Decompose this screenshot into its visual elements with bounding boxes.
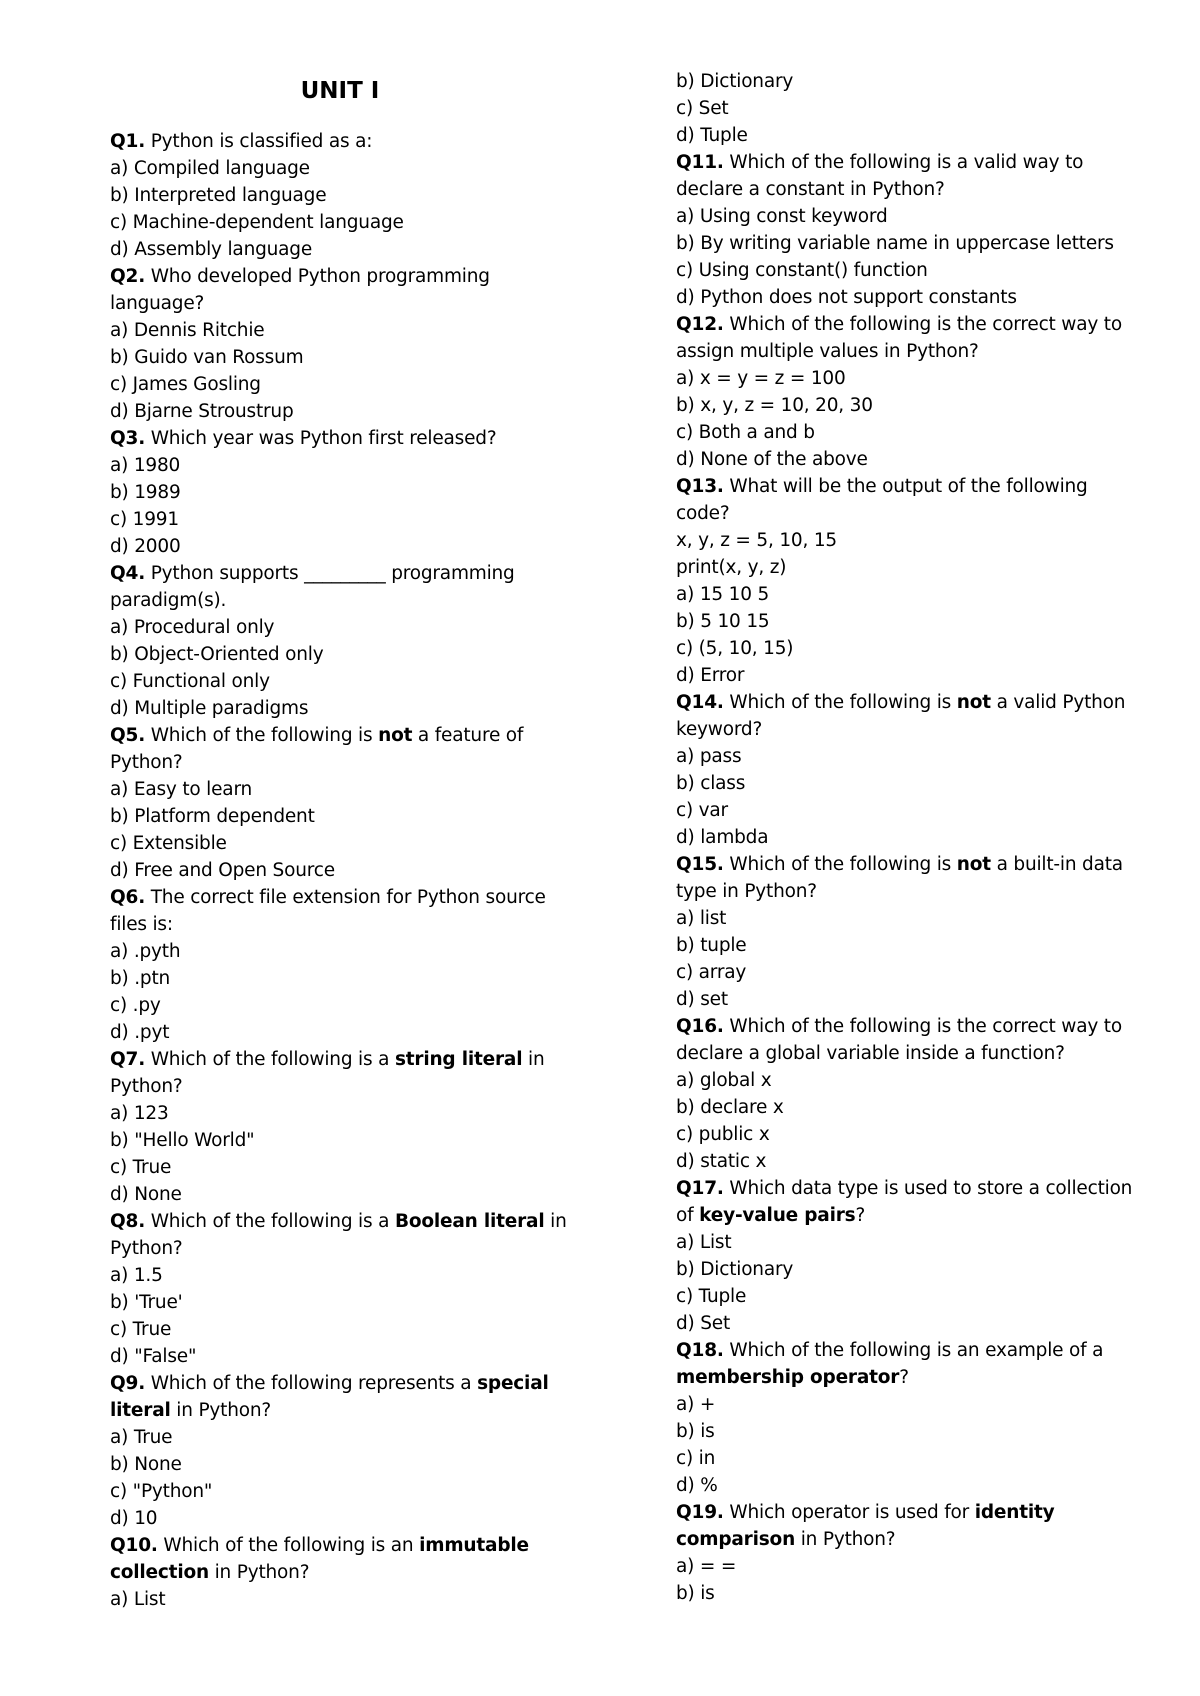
text-line bbox=[110, 1478, 580, 1505]
text-line bbox=[676, 1121, 1156, 1148]
text-line bbox=[110, 1343, 580, 1370]
text-line bbox=[676, 662, 1156, 689]
text-line bbox=[676, 797, 1156, 824]
text-line bbox=[110, 857, 580, 884]
text-line bbox=[110, 155, 580, 182]
text-line bbox=[676, 230, 1156, 257]
text-line bbox=[676, 1094, 1156, 1121]
line-text: a) True bbox=[110, 1427, 173, 1448]
text-line bbox=[110, 614, 580, 641]
question-number: Q8. bbox=[110, 1211, 146, 1232]
line-text: c) Both a and b bbox=[676, 422, 815, 443]
text-line bbox=[110, 1100, 580, 1127]
question-line bbox=[110, 1208, 580, 1235]
line-text: d) lambda bbox=[676, 827, 769, 848]
emphasis-text: not bbox=[378, 725, 413, 746]
line-text: b) By writing variable name in uppercase letters bbox=[676, 233, 1114, 254]
question-line bbox=[676, 1175, 1156, 1202]
text-line bbox=[110, 1505, 580, 1532]
line-text: Python? bbox=[110, 1076, 183, 1097]
line-text: a) + bbox=[676, 1394, 716, 1415]
question-line bbox=[676, 149, 1156, 176]
line-text: b) Dictionary bbox=[676, 71, 794, 92]
question-line bbox=[110, 263, 580, 290]
question-number: Q10. bbox=[110, 1535, 158, 1556]
line-text: c) True bbox=[110, 1157, 172, 1178]
text-line bbox=[110, 1397, 580, 1424]
line-text: a) Dennis Ritchie bbox=[110, 320, 265, 341]
line-text: b) Interpreted language bbox=[110, 185, 327, 206]
question-line bbox=[676, 689, 1156, 716]
line-text: assign multiple values in Python? bbox=[676, 341, 979, 362]
line-text: Which of the following represents a bbox=[145, 1373, 478, 1394]
line-text: ? bbox=[855, 1205, 866, 1226]
question-number: Q13. bbox=[676, 476, 724, 497]
question-number: Q1. bbox=[110, 131, 146, 152]
text-line bbox=[676, 1148, 1156, 1175]
line-text: Which year was Python first released? bbox=[145, 428, 497, 449]
line-text: d) set bbox=[676, 989, 728, 1010]
line-text: c) Using constant() function bbox=[676, 260, 928, 281]
line-text: c) True bbox=[110, 1319, 172, 1340]
text-line bbox=[676, 1526, 1156, 1553]
text-line bbox=[110, 911, 580, 938]
question-line bbox=[676, 1499, 1156, 1526]
question-number: Q19. bbox=[676, 1502, 724, 1523]
text-line bbox=[676, 1256, 1156, 1283]
question-line bbox=[110, 560, 580, 587]
text-line bbox=[110, 1019, 580, 1046]
line-text: a) x = y = z = 100 bbox=[676, 368, 846, 389]
question-number: Q5. bbox=[110, 725, 146, 746]
text-line bbox=[676, 257, 1156, 284]
question-number: Q12. bbox=[676, 314, 724, 335]
line-text: c) array bbox=[676, 962, 747, 983]
text-line bbox=[110, 668, 580, 695]
line-text: The correct file extension for Python source bbox=[145, 887, 546, 908]
question-number: Q2. bbox=[110, 266, 146, 287]
text-line bbox=[676, 338, 1156, 365]
text-line bbox=[676, 554, 1156, 581]
line-text: in Python? bbox=[208, 1562, 310, 1583]
emphasis-text: not bbox=[956, 854, 991, 875]
question-line bbox=[110, 1370, 580, 1397]
text-line bbox=[676, 1445, 1156, 1472]
text-line bbox=[676, 824, 1156, 851]
line-text: d) % bbox=[676, 1475, 718, 1496]
question-line bbox=[676, 311, 1156, 338]
question-number: Q15. bbox=[676, 854, 724, 875]
line-text: b) class bbox=[676, 773, 746, 794]
line-text: files is: bbox=[110, 914, 173, 935]
line-text: b) None bbox=[110, 1454, 182, 1475]
line-text: Which of the following is the correct way to bbox=[723, 1016, 1122, 1037]
line-text: a) = = bbox=[676, 1556, 737, 1577]
text-line bbox=[676, 500, 1156, 527]
line-text: in Python? bbox=[170, 1400, 271, 1421]
text-line bbox=[676, 176, 1156, 203]
text-line bbox=[110, 695, 580, 722]
line-text: a) .pyth bbox=[110, 941, 181, 962]
line-text: paradigm(s). bbox=[110, 590, 227, 611]
question-number: Q9. bbox=[110, 1373, 146, 1394]
text-line bbox=[110, 371, 580, 398]
text-line bbox=[110, 1424, 580, 1451]
line-text: declare a constant in Python? bbox=[676, 179, 945, 200]
text-line bbox=[676, 905, 1156, 932]
line-text: What will be the output of the following bbox=[723, 476, 1088, 497]
line-text: b) .ptn bbox=[110, 968, 171, 989]
line-text: b) 5 10 15 bbox=[676, 611, 770, 632]
question-line bbox=[110, 1532, 580, 1559]
line-text: a) Procedural only bbox=[110, 617, 275, 638]
text-line bbox=[110, 830, 580, 857]
line-text: in Python? bbox=[795, 1529, 896, 1550]
line-text: b) 'True' bbox=[110, 1292, 183, 1313]
line-text: b) Platform dependent bbox=[110, 806, 315, 827]
line-text: d) 2000 bbox=[110, 536, 181, 557]
line-text: a) List bbox=[676, 1232, 732, 1253]
text-line bbox=[676, 365, 1156, 392]
question-line bbox=[676, 1337, 1156, 1364]
text-line bbox=[110, 803, 580, 830]
left-column bbox=[110, 128, 580, 1613]
question-line bbox=[676, 473, 1156, 500]
line-text: Who developed Python programming bbox=[145, 266, 490, 287]
question-line bbox=[110, 425, 580, 452]
line-text: c) Extensible bbox=[110, 833, 227, 854]
line-text: b) declare x bbox=[676, 1097, 784, 1118]
line-text: d) Set bbox=[676, 1313, 731, 1334]
text-line bbox=[110, 479, 580, 506]
line-text: print(x, y, z) bbox=[676, 557, 787, 578]
text-line bbox=[676, 392, 1156, 419]
text-line bbox=[110, 965, 580, 992]
text-line bbox=[676, 446, 1156, 473]
emphasis-text: string literal bbox=[394, 1049, 523, 1070]
emphasis-text: not bbox=[956, 692, 991, 713]
text-line bbox=[676, 1364, 1156, 1391]
text-line bbox=[676, 635, 1156, 662]
line-text: Which of the following is a valid way to bbox=[723, 152, 1084, 173]
line-text: a) 1.5 bbox=[110, 1265, 163, 1286]
question-line bbox=[110, 722, 580, 749]
question-line bbox=[110, 128, 580, 155]
text-line bbox=[110, 641, 580, 668]
line-text: b) is bbox=[676, 1583, 715, 1604]
line-text: Python? bbox=[110, 752, 183, 773]
line-text: Which of the following is bbox=[145, 725, 379, 746]
question-number: Q14. bbox=[676, 692, 724, 713]
line-text: a) List bbox=[110, 1589, 166, 1610]
text-line bbox=[110, 290, 580, 317]
question-number: Q6. bbox=[110, 887, 146, 908]
line-text: c) "Python" bbox=[110, 1481, 213, 1502]
question-number: Q11. bbox=[676, 152, 724, 173]
line-text: d) static x bbox=[676, 1151, 767, 1172]
line-text: Python is classified as a: bbox=[145, 131, 373, 152]
line-text: b) Dictionary bbox=[676, 1259, 794, 1280]
text-line bbox=[676, 68, 1156, 95]
text-line bbox=[676, 878, 1156, 905]
line-text: a) global x bbox=[676, 1070, 772, 1091]
line-text: c) Functional only bbox=[110, 671, 270, 692]
emphasis-text: identity bbox=[974, 1502, 1055, 1523]
question-number: Q7. bbox=[110, 1049, 146, 1070]
text-line bbox=[676, 284, 1156, 311]
line-text: b) x, y, z = 10, 20, 30 bbox=[676, 395, 873, 416]
line-text: a feature of bbox=[412, 725, 524, 746]
line-text: Which data type is used to store a collection bbox=[723, 1178, 1133, 1199]
line-text: b) Guido van Rossum bbox=[110, 347, 304, 368]
line-text: Which of the following is bbox=[723, 854, 957, 875]
line-text: a) 1980 bbox=[110, 455, 181, 476]
line-text: c) 1991 bbox=[110, 509, 179, 530]
question-line bbox=[110, 884, 580, 911]
text-line bbox=[676, 932, 1156, 959]
line-text: of bbox=[676, 1205, 700, 1226]
text-line bbox=[676, 95, 1156, 122]
text-line bbox=[110, 209, 580, 236]
line-text: a) Easy to learn bbox=[110, 779, 253, 800]
right-column bbox=[676, 68, 1156, 1607]
text-line bbox=[676, 1580, 1156, 1607]
emphasis-text: comparison bbox=[676, 1529, 796, 1550]
question-number: Q16. bbox=[676, 1016, 724, 1037]
text-line bbox=[110, 1559, 580, 1586]
text-line bbox=[676, 986, 1156, 1013]
line-text: c) in bbox=[676, 1448, 716, 1469]
line-text: a) list bbox=[676, 908, 727, 929]
text-line bbox=[676, 122, 1156, 149]
line-text: d) Bjarne Stroustrup bbox=[110, 401, 294, 422]
text-line bbox=[110, 1316, 580, 1343]
line-text: b) tuple bbox=[676, 935, 747, 956]
emphasis-text: collection bbox=[110, 1562, 209, 1583]
emphasis-text: literal bbox=[110, 1400, 171, 1421]
text-line bbox=[110, 1154, 580, 1181]
line-text: a built-in data bbox=[990, 854, 1123, 875]
text-line bbox=[676, 527, 1156, 554]
line-text: x, y, z = 5, 10, 15 bbox=[676, 530, 837, 551]
text-line bbox=[676, 743, 1156, 770]
line-text: c) Set bbox=[676, 98, 729, 119]
text-line bbox=[676, 1391, 1156, 1418]
text-line bbox=[110, 1586, 580, 1613]
emphasis-text: immutable bbox=[419, 1535, 529, 1556]
text-line bbox=[676, 1553, 1156, 1580]
line-text: d) 10 bbox=[110, 1508, 158, 1529]
line-text: b) 1989 bbox=[110, 482, 181, 503]
line-text: c) var bbox=[676, 800, 728, 821]
page-title: UNIT I bbox=[300, 78, 380, 104]
text-line bbox=[110, 317, 580, 344]
text-line bbox=[110, 1262, 580, 1289]
text-line bbox=[676, 716, 1156, 743]
line-text: Python supports _________ programming bbox=[145, 563, 515, 584]
line-text: d) Free and Open Source bbox=[110, 860, 335, 881]
text-line bbox=[676, 1067, 1156, 1094]
text-line bbox=[110, 236, 580, 263]
text-line bbox=[110, 398, 580, 425]
line-text: Which of the following is a bbox=[145, 1049, 395, 1070]
text-line bbox=[110, 1235, 580, 1262]
question-line bbox=[676, 851, 1156, 878]
question-line bbox=[676, 1013, 1156, 1040]
line-text: d) Multiple paradigms bbox=[110, 698, 309, 719]
emphasis-text: Boolean literal bbox=[394, 1211, 545, 1232]
question-number: Q4. bbox=[110, 563, 146, 584]
text-line bbox=[110, 992, 580, 1019]
text-line bbox=[676, 959, 1156, 986]
text-line bbox=[676, 203, 1156, 230]
line-text: c) Machine-dependent language bbox=[110, 212, 404, 233]
line-text: in bbox=[522, 1049, 545, 1070]
line-text: d) "False" bbox=[110, 1346, 197, 1367]
line-text: d) Python does not support constants bbox=[676, 287, 1017, 308]
text-line bbox=[110, 1451, 580, 1478]
text-line bbox=[110, 1073, 580, 1100]
line-text: a) Compiled language bbox=[110, 158, 310, 179]
line-text: d) None of the above bbox=[676, 449, 868, 470]
emphasis-text: membership operator bbox=[676, 1367, 900, 1388]
line-text: Which of the following is an bbox=[157, 1535, 420, 1556]
line-text: d) Tuple bbox=[676, 125, 748, 146]
line-text: Which of the following is bbox=[723, 692, 957, 713]
text-line bbox=[110, 506, 580, 533]
line-text: a) 123 bbox=[110, 1103, 169, 1124]
emphasis-text: special bbox=[477, 1373, 549, 1394]
question-number: Q17. bbox=[676, 1178, 724, 1199]
text-line bbox=[676, 419, 1156, 446]
text-line bbox=[676, 1310, 1156, 1337]
text-line bbox=[676, 770, 1156, 797]
line-text: b) Object-Oriented only bbox=[110, 644, 324, 665]
text-line bbox=[676, 1229, 1156, 1256]
text-line bbox=[676, 1040, 1156, 1067]
line-text: c) public x bbox=[676, 1124, 770, 1145]
text-line bbox=[676, 608, 1156, 635]
line-text: Which of the following is an example of a bbox=[723, 1340, 1104, 1361]
line-text: d) .pyt bbox=[110, 1022, 170, 1043]
line-text: Which of the following is a bbox=[145, 1211, 395, 1232]
text-line bbox=[110, 938, 580, 965]
line-text: language? bbox=[110, 293, 205, 314]
text-line bbox=[110, 452, 580, 479]
line-text: type in Python? bbox=[676, 881, 817, 902]
text-line bbox=[110, 749, 580, 776]
line-text: Python? bbox=[110, 1238, 183, 1259]
text-line bbox=[110, 1127, 580, 1154]
line-text: a) pass bbox=[676, 746, 742, 767]
line-text: c) James Gosling bbox=[110, 374, 261, 395]
line-text: a valid Python bbox=[990, 692, 1126, 713]
line-text: d) Error bbox=[676, 665, 745, 686]
text-line bbox=[110, 1181, 580, 1208]
text-line bbox=[110, 1289, 580, 1316]
text-line bbox=[110, 776, 580, 803]
text-line bbox=[676, 1472, 1156, 1499]
text-line bbox=[676, 1202, 1156, 1229]
line-text: c) Tuple bbox=[676, 1286, 747, 1307]
question-line bbox=[110, 1046, 580, 1073]
text-line bbox=[110, 587, 580, 614]
line-text: d) Assembly language bbox=[110, 239, 313, 260]
line-text: ? bbox=[899, 1367, 909, 1388]
line-text: Which of the following is the correct way to bbox=[723, 314, 1122, 335]
text-line bbox=[676, 581, 1156, 608]
text-line bbox=[110, 344, 580, 371]
line-text: c) (5, 10, 15) bbox=[676, 638, 794, 659]
question-number: Q18. bbox=[676, 1340, 724, 1361]
line-text: a) Using const keyword bbox=[676, 206, 888, 227]
text-line bbox=[676, 1283, 1156, 1310]
emphasis-text: key-value pairs bbox=[699, 1205, 856, 1226]
line-text: d) None bbox=[110, 1184, 182, 1205]
question-number: Q3. bbox=[110, 428, 146, 449]
line-text: declare a global variable inside a function? bbox=[676, 1043, 1065, 1064]
line-text: b) is bbox=[676, 1421, 715, 1442]
line-text: b) "Hello World" bbox=[110, 1130, 255, 1151]
text-line bbox=[110, 182, 580, 209]
line-text: a) 15 10 5 bbox=[676, 584, 770, 605]
line-text: in bbox=[544, 1211, 567, 1232]
line-text: code? bbox=[676, 503, 730, 524]
text-line bbox=[110, 533, 580, 560]
line-text: c) .py bbox=[110, 995, 161, 1016]
text-line bbox=[676, 1418, 1156, 1445]
line-text: Which operator is used for bbox=[723, 1502, 975, 1523]
line-text: keyword? bbox=[676, 719, 763, 740]
